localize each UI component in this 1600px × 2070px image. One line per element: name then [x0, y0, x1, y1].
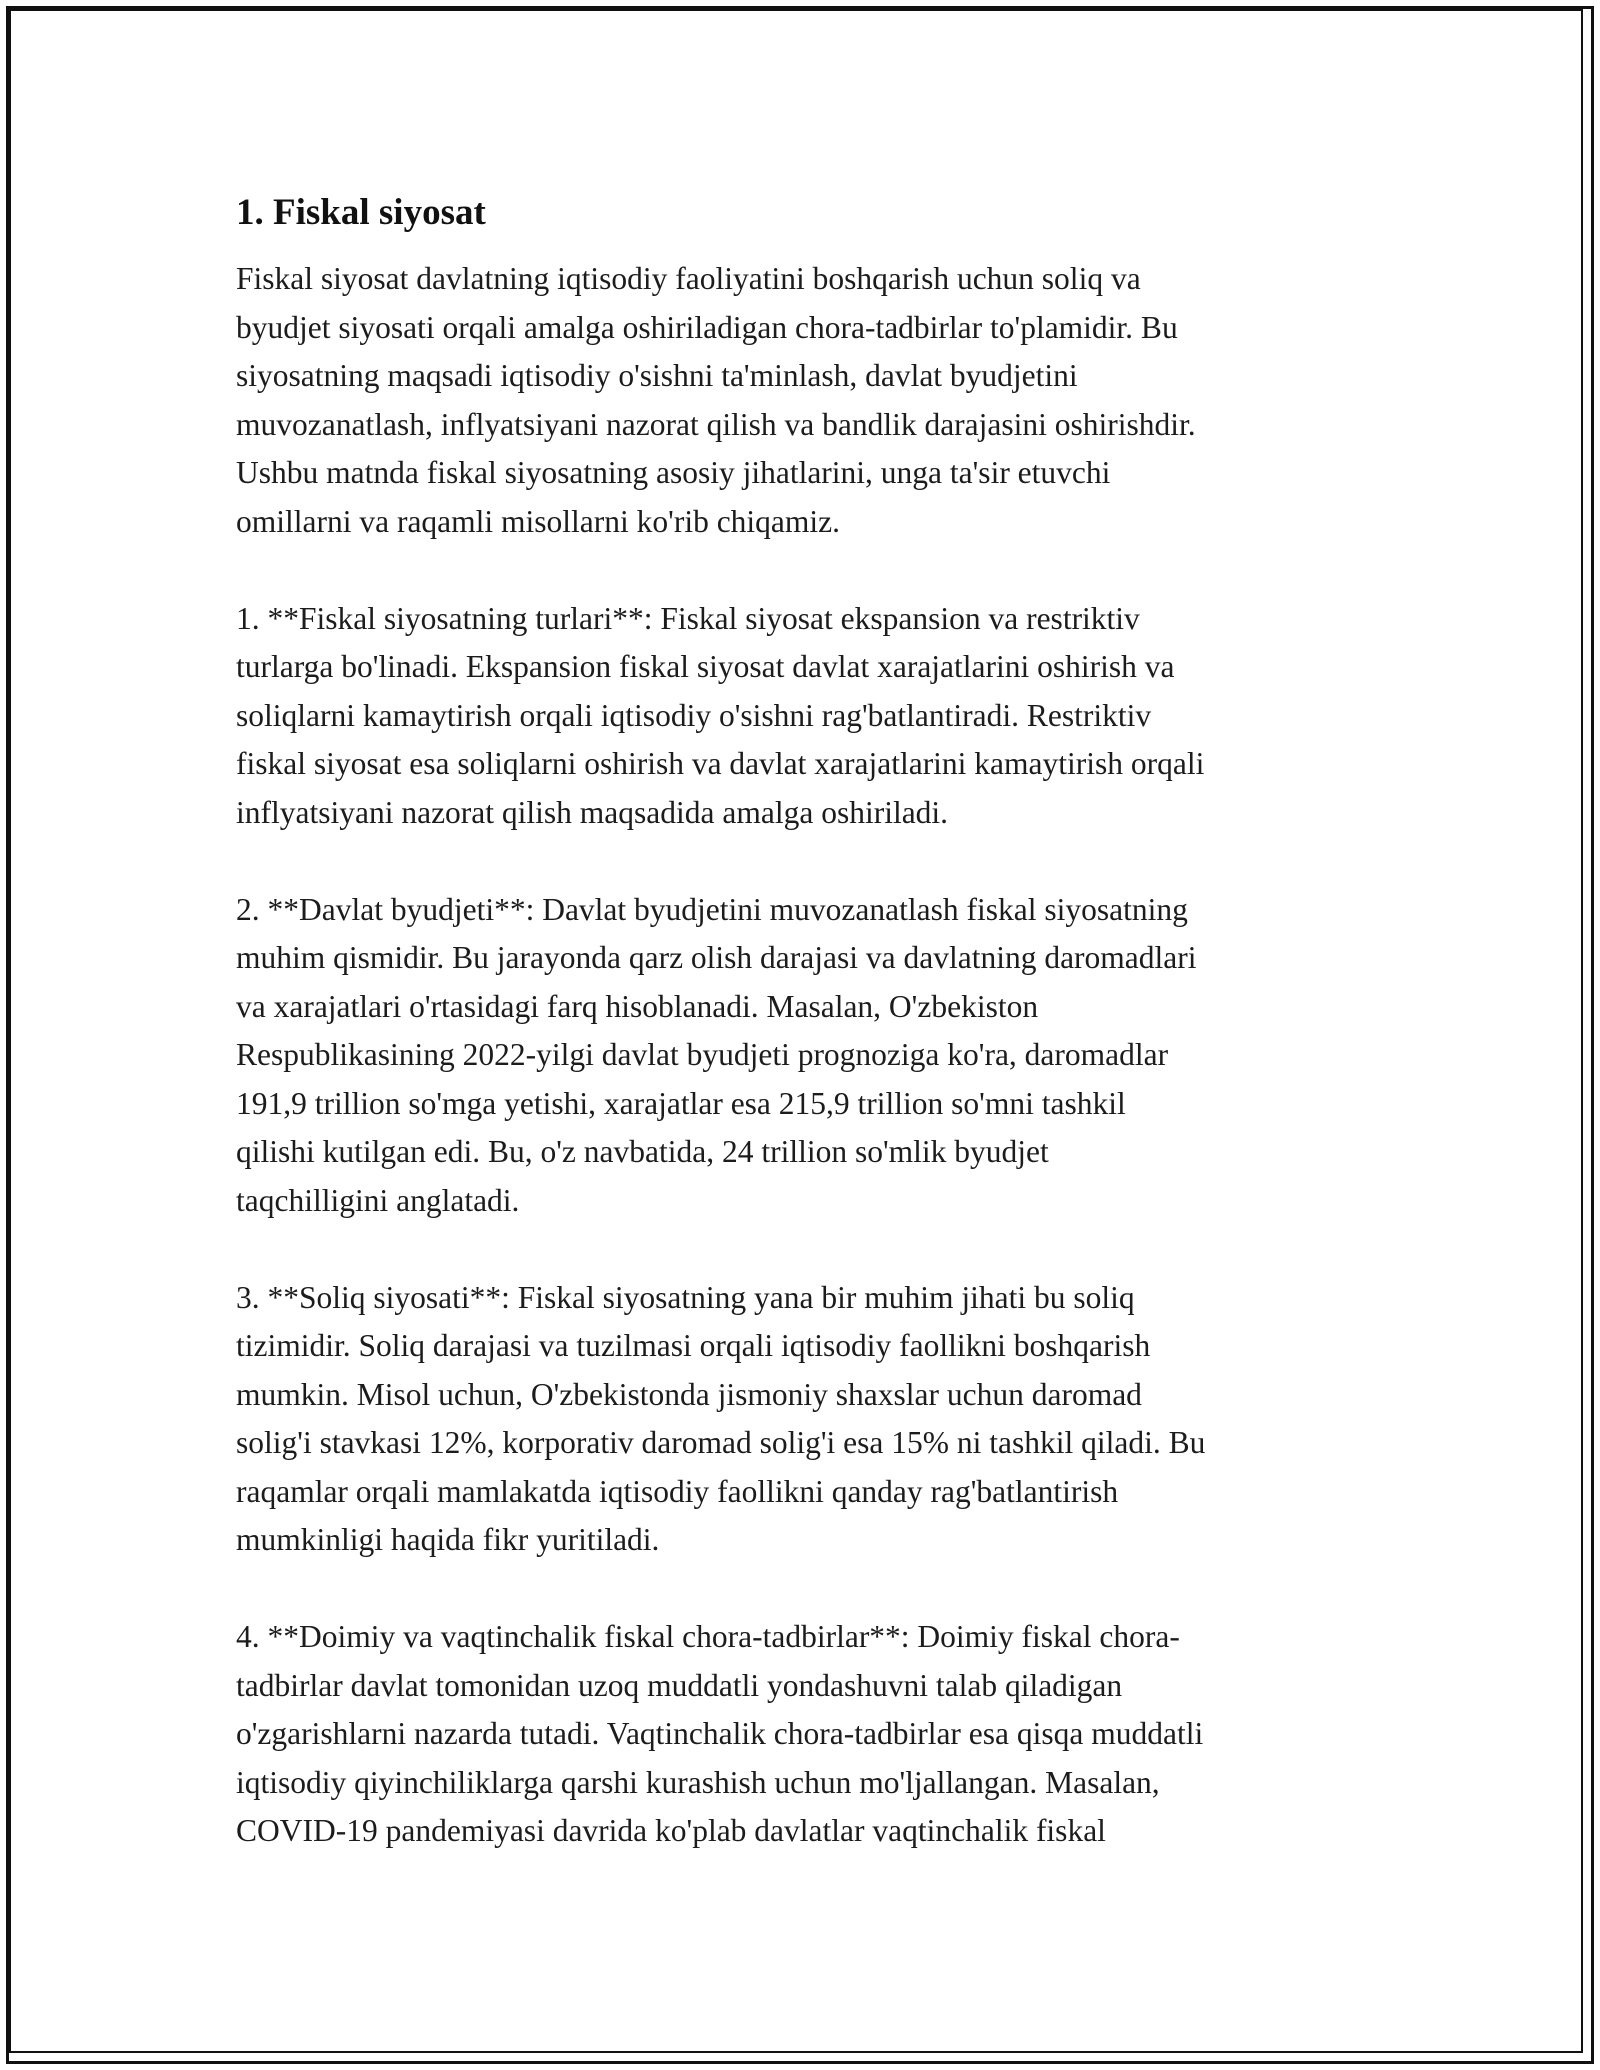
section-heading: 1. Fiskal siyosat [236, 192, 486, 233]
intro-paragraph: Fiskal siyosat davlatning iqtisodiy faoliyatini boshqarish uchun soliq va byudjet siyosati orqali amalga oshiriladigan chora-tadbirlar to'plamidir. Bu siyosatning maqsadi iqtisodiy o'sishni ta'minlash, davlat byudjetini muvozanatlash, inflyatsiyani nazorat qilish va bandlik darajasini oshirishdir. Ushbu matnda fiskal siyosatning asosiy jihatlarini, unga ta'sir etuvchi omillarni va raqamli misollarni ko'rib chiqamiz. [236, 261, 1196, 539]
document-body [236, 185, 1366, 1856]
paragraph-fiscal-policy-types: 1. **Fiskal siyosatning turlari**: Fiskal siyosat ekspansion va restriktiv turlarga bo'linadi. Ekspansion fiskal siyosat davlat xarajatlarini oshirish va soliqlarni kamaytirish orqali iqtisodiy o'sishni rag'batlantiradi. Restriktiv fiskal siyosat esa soliqlarni oshirish va davlat xarajatlarini kamaytirish orqali inflyatsiyani nazorat qilish maqsadida amalga oshiriladi. [236, 600, 1205, 830]
paragraph-permanent-temporary-measures: 4. **Doimiy va vaqtinchalik fiskal chora-tadbirlar**: Doimiy fiskal chora- tadbirlar davlat tomonidan uzoq muddatli yondashuvni talab qiladigan o'zgarishlarni nazarda tutadi. Vaqtinchalik chora-tadbirlar esa qisqa muddatli iqtisodiy qiyinchiliklarga qarshi kurashish uchun mo'ljallangan. Masalan, COVID-19 pandemiyasi davrida ko'plab davlatlar vaqtinchalik fiskal [236, 1619, 1204, 1848]
paragraph-state-budget: 2. **Davlat byudjeti**: Davlat byudjetini muvozanatlash fiskal siyosatning muhim qismidir. Bu jarayonda qarz olish darajasi va davlatning daromadlari va xarajatlari o'rtasidagi farq hisoblanadi. Masalan, O'zbekiston Respublikasining 2022-yilgi davlat byudjeti prognoziga ko'ra, daromadlar 191,9 trillion so'mga yetishi, xarajatlar esa 215,9 trillion so'mni tashkil qilishi kutilgan edi. Bu, o'z navbatida, 24 trillion so'mlik byudjet taqchilligini anglatadi. [236, 891, 1197, 1218]
paragraph-tax-policy: 3. **Soliq siyosati**: Fiskal siyosatning yana bir muhim jihati bu soliq tizimidir. Soliq darajasi va tuzilmasi orqali iqtisodiy faollikni boshqarish mumkin. Misol uchun, O'zbekistonda jismoniy shaxslar uchun daromad solig'i stavkasi 12%, korporativ daromad solig'i esa 15% ni tashkil qiladi. Bu raqamlar orqali mamlakatda iqtisodiy faollikni qanday rag'batlantirish mumkinligi haqida fikr yuritiladi. [236, 1279, 1206, 1557]
